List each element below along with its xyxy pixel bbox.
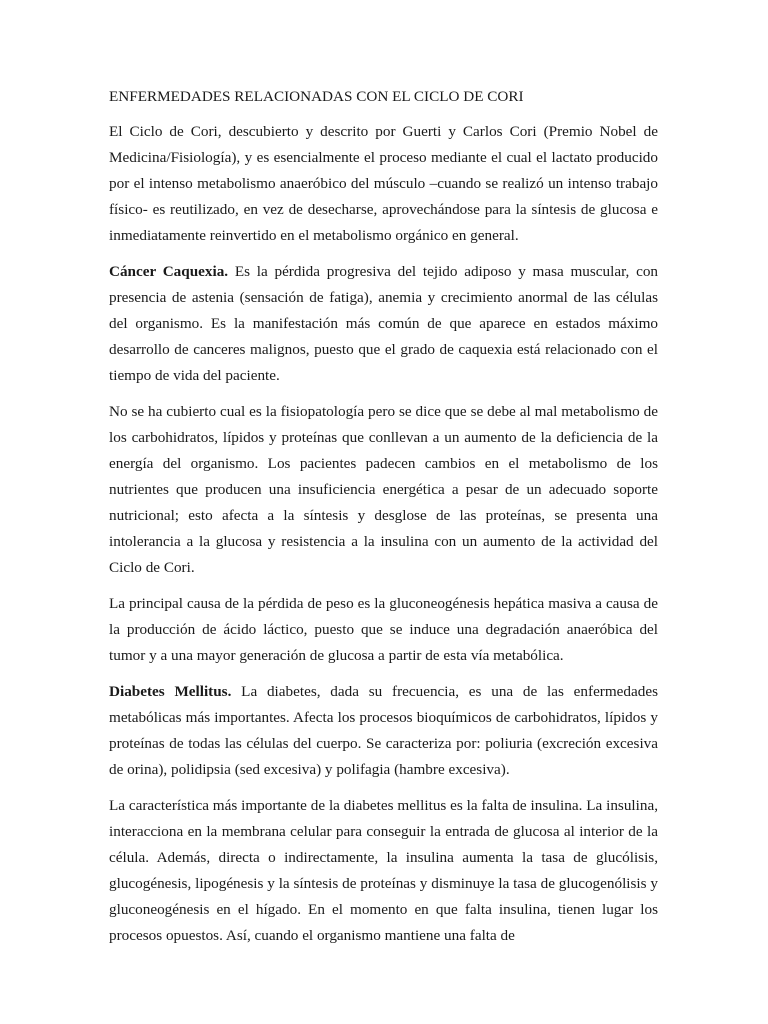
paragraph-text: La diabetes, dada su frecuencia, es una de las enfermedades metabólicas más importantes. Afecta los procesos bioquímicos de carbohidratos, lípidos y proteínas de todas las células del cuerpo. Se caracteriza por: poliuria (excreción excesiva de orina), polidipsia (sed excesiva) y polifagia (hambre excesiva). <box>109 683 659 778</box>
document-title: ENFERMEDADES RELACIONADAS CON EL CICLO DE CORI <box>109 88 524 105</box>
paragraph-text: Es la pérdida progresiva del tejido adiposo y masa muscular, con presencia de astenia (sensación de fatiga), anemia y crecimiento anormal de las células del organismo. Es la manifestación más común de que aparece en estados máximo desarrollo de canceres malignos, puesto que el grado de caquexia está relacionado con el tiempo de vida del paciente. <box>109 263 659 384</box>
paragraph-text: La principal causa de la pérdida de peso es la gluconeogénesis hepática masiva a causa de la producción de ácido láctico, puesto que se induce una degradación anaeróbica del tumor y a una mayor generación de glucosa a partir de esta vía metabólica. <box>109 595 658 664</box>
paragraph-text: No se ha cubierto cual es la fisiopatología pero se dice que se debe al mal metabolismo de los carbohidratos, lípidos y proteínas que conllevan a un aumento de la deficiencia de la energía del organismo. Los pacientes padecen cambios en el metabolismo de los nutrientes que producen una insuficiencia energética a pesar de un adecuado soporte nutricional; esto afecta a la síntesis y desglose de las proteínas, se presenta una intolerancia a la glucosa y resistencia a la insulina con un aumento de la actividad del Ciclo de Cori. <box>109 403 658 576</box>
paragraph-heading: Diabetes Mellitus. <box>109 683 232 700</box>
paragraph-cancer-cachexia <box>109 259 658 389</box>
paragraph-weight-loss <box>109 591 658 669</box>
document-page <box>109 84 658 959</box>
paragraph-text: La característica más importante de la diabetes mellitus es la falta de insulina. La insulina, interacciona en la membrana celular para conseguir la entrada de glucosa al interior de la célula. Además, directa o indirectamente, la insulina aumenta la tasa de glucólisis, glucogénesis, lipogénesis y la síntesis de proteínas y disminuye la tasa de glucogenólisis y gluconeogénesis en el hígado. En el momento en que falta insulina, tienen lugar los procesos opuestos. Así, cuando el organismo mantiene una falta de <box>109 797 658 944</box>
paragraph-pathophysiology <box>109 399 658 581</box>
paragraph-text: El Ciclo de Cori, descubierto y descrito por Guerti y Carlos Cori (Premio Nobel de Medicina/Fisiología), y es esencialmente el proceso mediante el cual el lactato producido por el intenso metabolismo anaeróbico del músculo –cuando se realizó un intenso trabajo físico- es reutilizado, en vez de desecharse, aprovechándose para la síntesis de glucosa e inmediatamente reinvertido en el metabolismo orgánico en general. <box>109 123 658 244</box>
paragraph-heading: Cáncer Caquexia. <box>109 263 229 280</box>
paragraph-insulin <box>109 793 658 949</box>
paragraph-cori-cycle <box>109 119 658 249</box>
paragraph-diabetes-mellitus <box>109 679 658 783</box>
